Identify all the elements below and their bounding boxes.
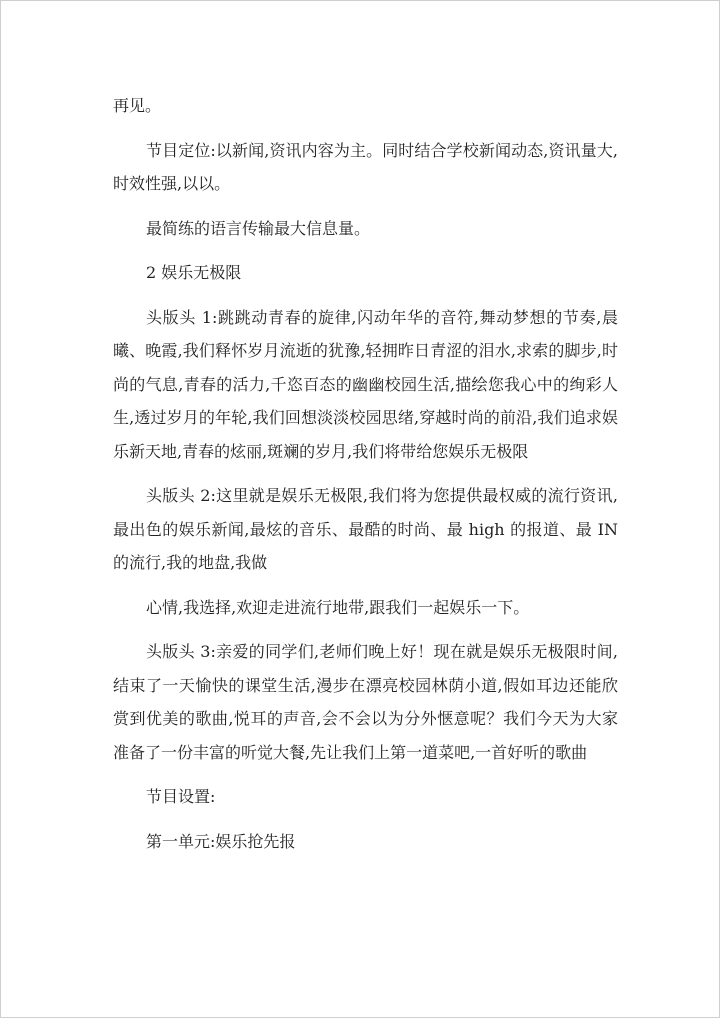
paragraph-program-settings: 节目设置: [146, 787, 216, 806]
paragraph-headline-3: 头版头 3:亲爱的同学们,老师们晚上好！现在就是娱乐无极限时间,结束了一天愉快的课堂生活,漫步在漂亮校园林荫小道,假如耳边还能欣赏到优美的歌曲,悦耳的声音,会不会以为分外惬意呢？我们今天为大家准备了一份丰富的听觉大餐,先让我们上第一道菜吧,一首好听的歌曲 [113, 642, 618, 762]
paragraph-headline-2: 头版头 2:这里就是娱乐无极限,我们将为您提供最权威的流行资讯,最出色的娱乐新闻,最炫的音乐、最酷的时尚、最 high 的报道、最 IN 的流行,我的地盘,我做 [113, 486, 618, 572]
paragraph-program-positioning: 节目定位:以新闻,资讯内容为主。同时结合学校新闻动态,资讯量大,时效性强,以以。 [113, 140, 618, 193]
paragraph-headline-1: 头版头 1:跳跳动青春的旋律,闪动年华的音符,舞动梦想的节奏,晨曦、晚霞,我们释怀岁月流逝的犹豫,轻拥昨日青涩的泪水,求索的脚步,时尚的气息,青春的活力,千恣百态的幽幽校园生活,描绘您我心中的绚彩人生,透过岁月的年轮,我们回想淡淡校园思绪,穿越时尚的前沿,我们追求娱乐新天地,青春的炫丽,斑斓的岁月,我们将带给您娱乐无极限 [113, 307, 618, 461]
paragraph-concise-language: 最简练的语言传输最大信息量。 [146, 218, 371, 238]
paragraph-mood-choice: 心情,我选择,欢迎走进流行地带,跟我们一起娱乐一下。 [146, 597, 530, 617]
section-heading-entertainment: 2 娱乐无极限 [146, 263, 242, 282]
paragraph-farewell: 再见。 [113, 96, 162, 115]
paragraph-unit-one: 第一单元:娱乐抢先报 [146, 831, 296, 851]
document-body [113, 89, 618, 858]
